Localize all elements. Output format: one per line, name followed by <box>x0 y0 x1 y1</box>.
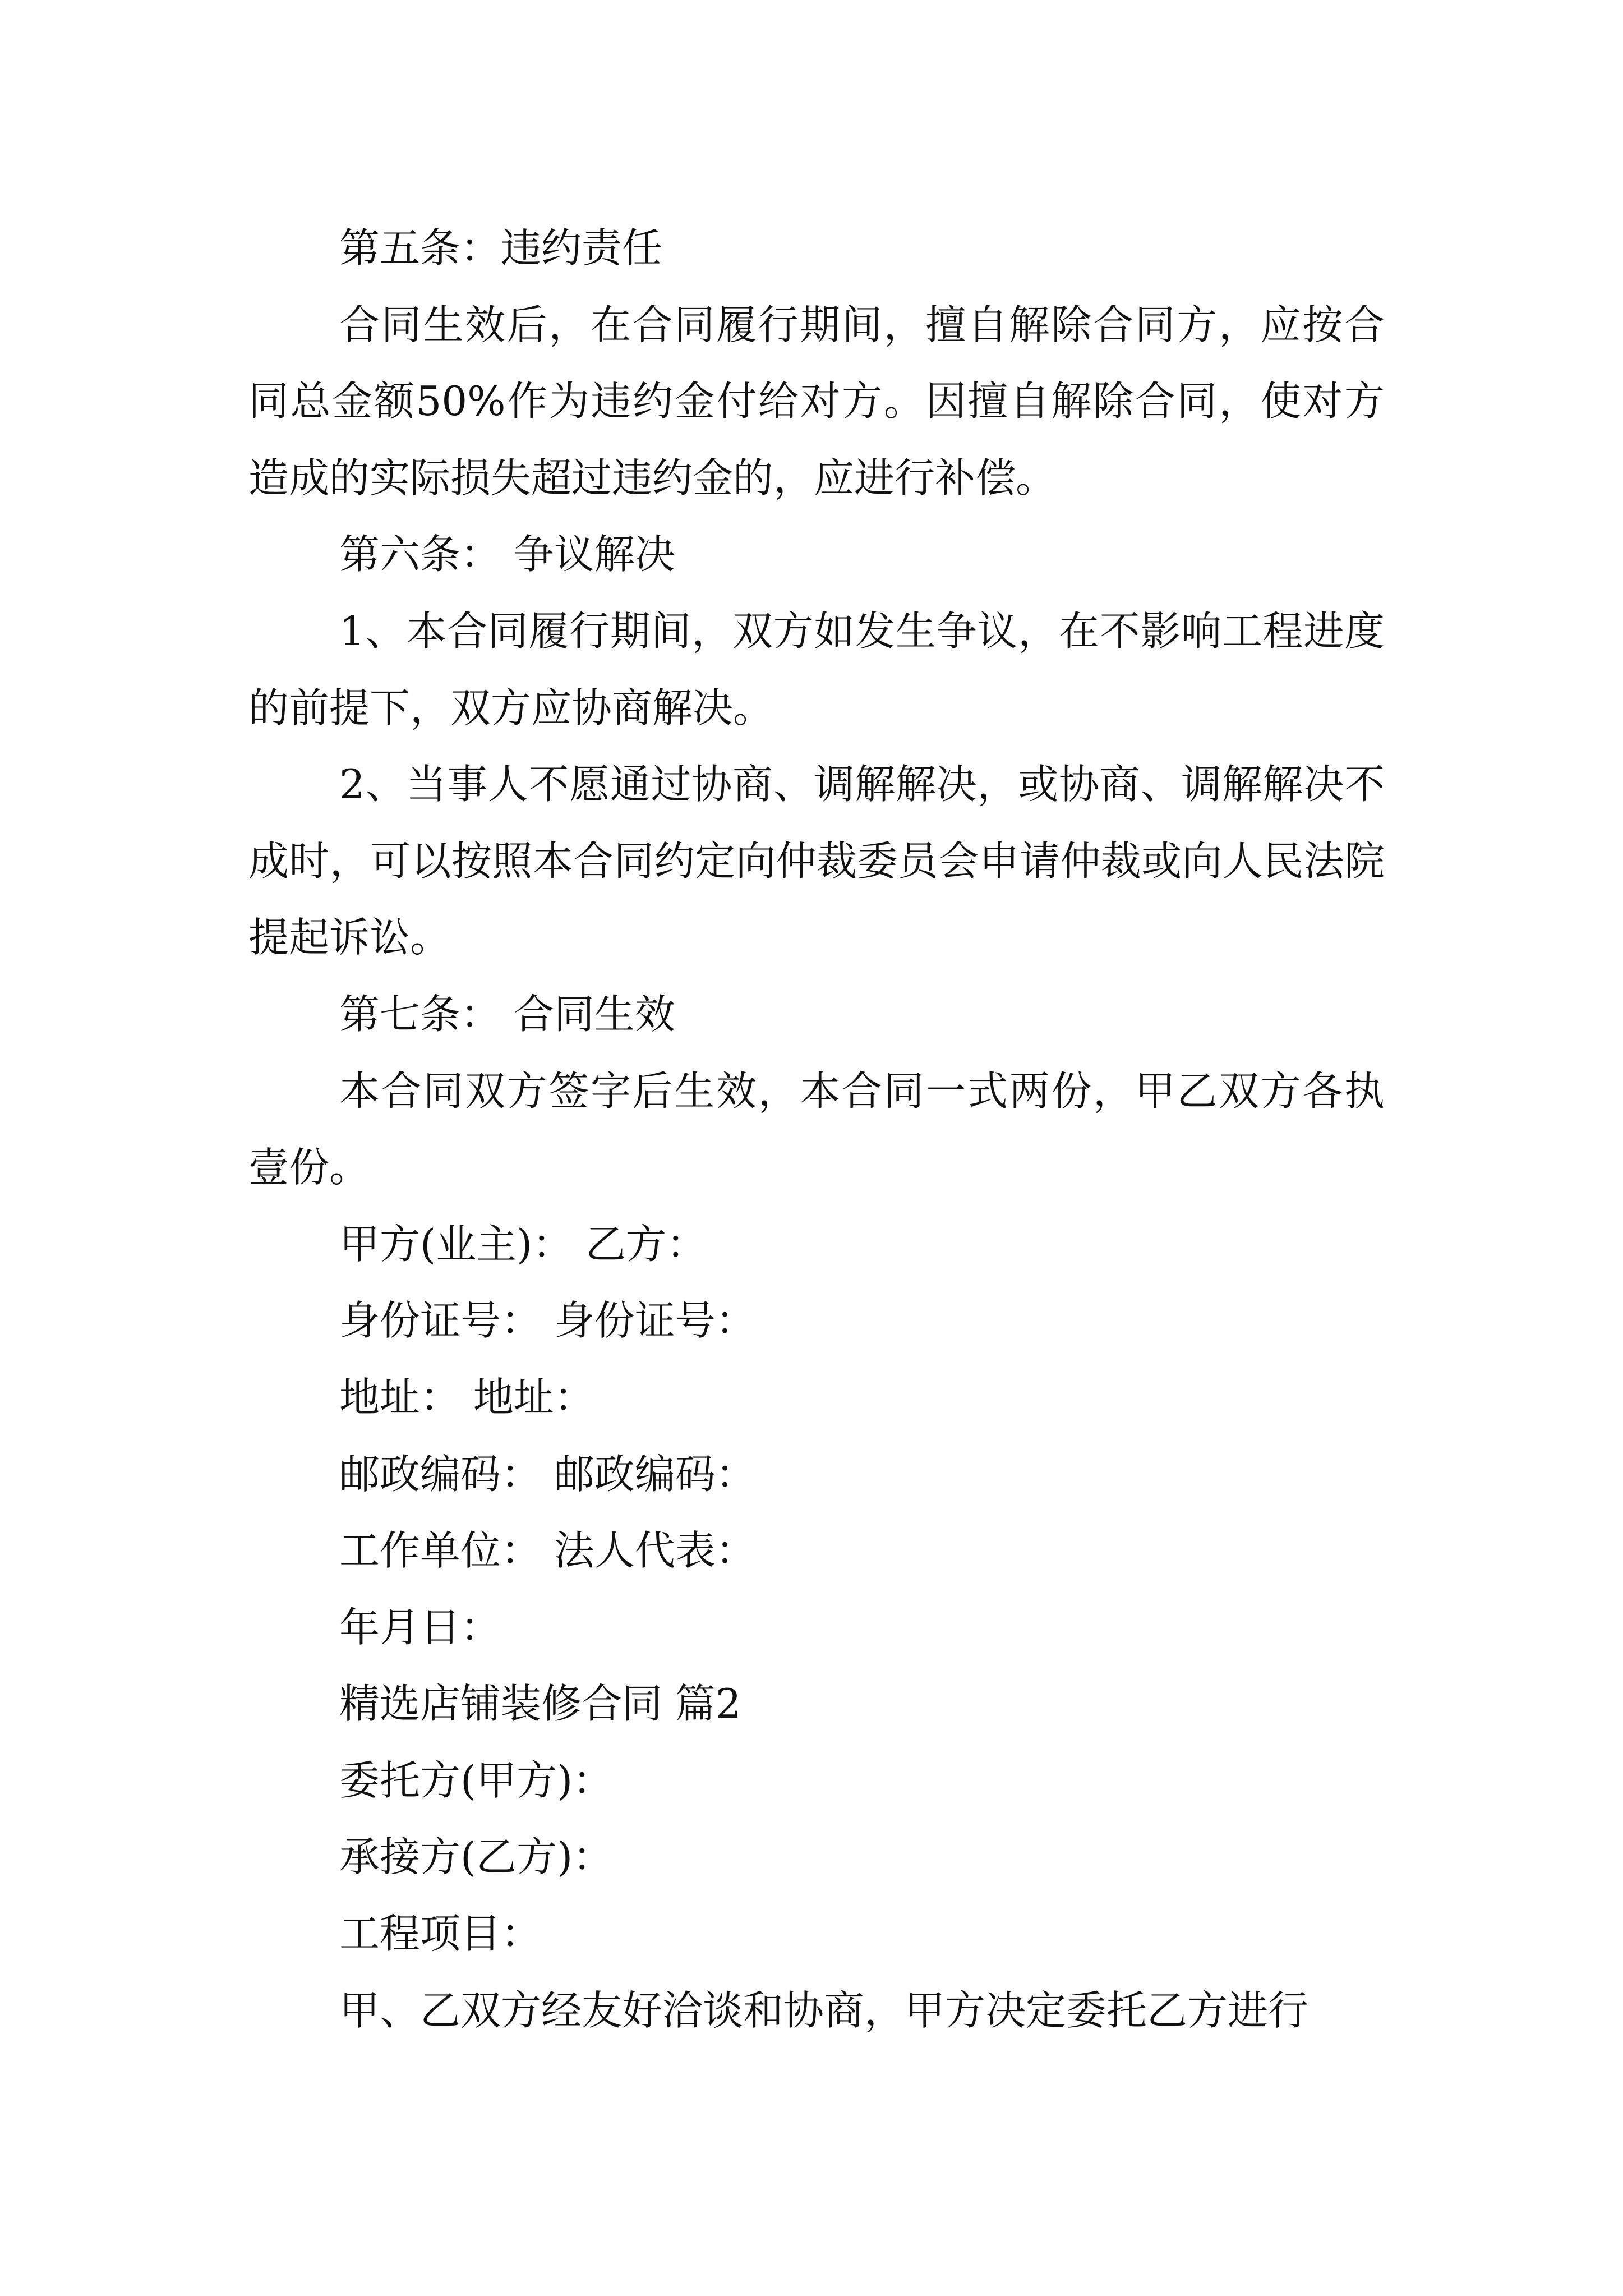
signature-date-line: 年月日： <box>339 1603 501 1651</box>
client-party-line: 委托方(甲方)： <box>339 1756 614 1804</box>
project-line: 工程项目： <box>339 1910 542 1958</box>
article-7-body: 本合同双方签字后生效，本合同一式两份，甲乙双方各执壹份。 <box>248 1067 1385 1191</box>
article-5-heading: 第五条：违约责任 <box>339 224 663 272</box>
contractor-party-line: 承接方(乙方)： <box>339 1833 614 1881</box>
document-body <box>248 210 1385 2049</box>
article-5-body: 合同生效后，在合同履行期间，擅自解除合同方，应按合同总金额50%作为违约金付给对方。因擅自解除合同，使对方造成的实际损失超过违约金的，应进行补偿。 <box>248 301 1385 501</box>
intro-paragraph: 甲、乙双方经友好洽谈和协商，甲方决定委托乙方进行 <box>339 1986 1309 2034</box>
article-7-heading: 第七条： 合同生效 <box>339 990 675 1038</box>
signature-id-line: 身份证号： 身份证号： <box>339 1297 756 1345</box>
signature-parties-line: 甲方(业主)： 乙方： <box>339 1220 707 1268</box>
signature-employer-line: 工作单位： 法人代表： <box>339 1527 756 1575</box>
section-title: 精选店铺装修合同 篇2 <box>339 1680 741 1728</box>
signature-address-line: 地址： 地址： <box>339 1373 594 1421</box>
article-6-clause-2: 2、当事人不愿通过协商、调解解决，或协商、调解解决不成时，可以按照本合同约定向仲裁委员会申请仲裁或向人民法院提起诉讼。 <box>248 761 1385 961</box>
signature-postcode-line: 邮政编码： 邮政编码： <box>339 1450 756 1498</box>
article-6-clause-1: 1、本合同履行期间，双方如发生争议，在不影响工程进度的前提下，双方应协商解决。 <box>248 607 1385 731</box>
article-6-heading: 第六条： 争议解决 <box>339 531 675 578</box>
